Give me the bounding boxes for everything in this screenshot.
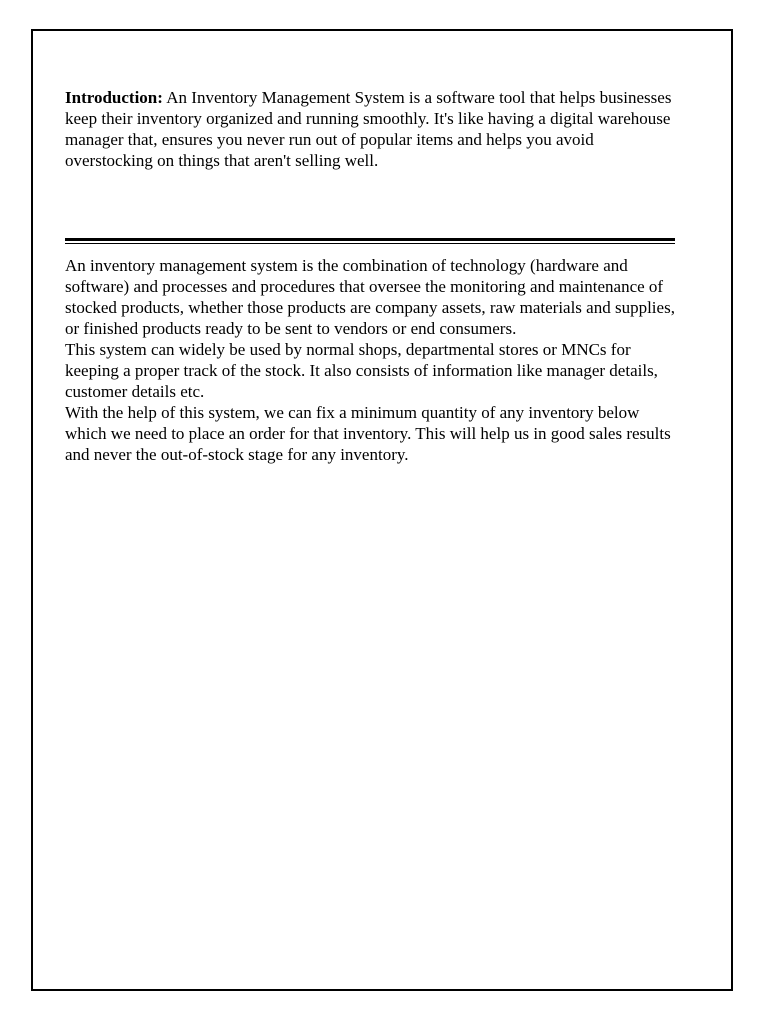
introduction-text: An Inventory Management System is a software tool that helps businesses keep their inventory organized and running smoothly. It's like having a digital warehouse manager that, ensures you never run out of popular items and helps you avoid overstocking on things that aren't selling well. bbox=[65, 88, 672, 170]
page-border bbox=[31, 29, 733, 991]
body-paragraph-definition: An inventory management system is the combination of technology (hardware and software) and processes and procedures that oversee the monitoring and maintenance of stocked products, whether those products are company assets, raw materials and supplies, or finished products ready to be sent to vendors or end consumers. bbox=[65, 256, 675, 338]
introduction-paragraph bbox=[65, 87, 675, 171]
section-divider bbox=[65, 238, 675, 244]
introduction-label: Introduction: bbox=[65, 88, 163, 107]
body-paragraph-reorder: With the help of this system, we can fix a minimum quantity of any inventory below which we need to place an order for that inventory. This will help us in good sales results and never the out-of-stock stage for any inventory. bbox=[65, 403, 671, 464]
body-text-block bbox=[65, 255, 680, 465]
body-paragraph-usage: This system can widely be used by normal shops, departmental stores or MNCs for keeping a proper track of the stock. It also consists of information like manager details, customer details etc. bbox=[65, 340, 658, 401]
